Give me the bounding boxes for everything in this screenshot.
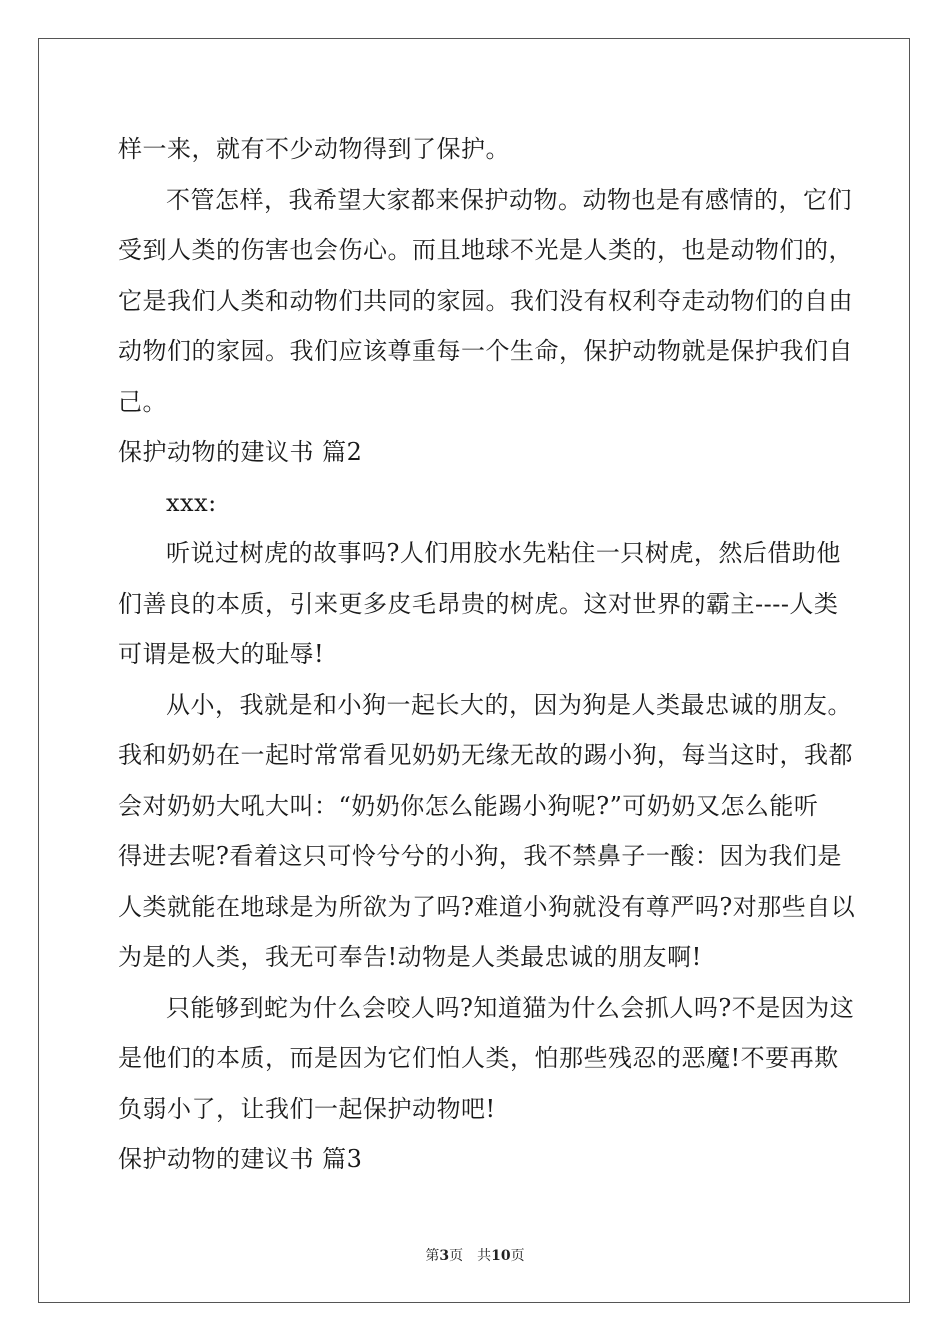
paragraph-start: 听说过树虎的故事吗?人们用胶水先粘住一只树虎，然后借助他 bbox=[166, 539, 841, 567]
page-number: 3 bbox=[439, 1248, 450, 1264]
text-line: 会对奶奶大吼大叫：“奶奶你怎么能踢小狗呢?”可奶奶又怎么能听 bbox=[118, 791, 819, 820]
text-line: 人类就能在地球是为所欲为了吗?难道小狗就没有尊严吗?对那些自以 bbox=[118, 892, 856, 921]
text-line: 我和奶奶在一起时常常看见奶奶无缘无故的踢小狗，每当这时，我都 bbox=[118, 741, 853, 769]
text-line: 受到人类的伤害也会伤心。而且地球不光是人类的，也是动物们的， bbox=[118, 236, 853, 264]
text-line: 动物们的家园。我们应该尊重每一个生命，保护动物就是保护我们自 bbox=[118, 337, 853, 365]
section-heading: 保护动物的建议书 篇3 bbox=[118, 1145, 363, 1173]
salutation: xxx: bbox=[166, 488, 217, 517]
text-line: 它是我们人类和动物们共同的家园。我们没有权利夺走动物们的自由 bbox=[118, 286, 853, 315]
section-heading: 保护动物的建议书 篇2 bbox=[118, 438, 363, 466]
text-line: 是他们的本质，而是因为它们怕人类，怕那些残忍的恶魔!不要再欺 bbox=[118, 1044, 839, 1072]
paragraph-start: 从小，我就是和小狗一起长大的，因为狗是人类最忠诚的朋友。 bbox=[166, 690, 852, 719]
paragraph-start: 不管怎样，我希望大家都来保护动物。动物也是有感情的，它们 bbox=[166, 185, 852, 214]
document-body bbox=[118, 124, 856, 1185]
text-line: 可谓是极大的耻辱! bbox=[118, 640, 325, 668]
text-line: 样一来，就有不少动物得到了保护。 bbox=[118, 135, 510, 163]
page-prefix: 第 bbox=[425, 1248, 440, 1264]
text-line: 们善良的本质，引来更多皮毛昂贵的树虎。这对世界的霸主----人类 bbox=[118, 589, 839, 618]
text-line: 为是的人类，我无可奉告!动物是人类最忠诚的朋友啊! bbox=[118, 943, 702, 971]
text-line: 己。 bbox=[118, 387, 167, 416]
total-prefix: 共 bbox=[477, 1248, 492, 1264]
total-pages: 10 bbox=[491, 1248, 511, 1264]
text-line: 得进去呢?看着这只可怜兮兮的小狗，我不禁鼻子一酸：因为我们是 bbox=[118, 842, 842, 870]
text-line: 负弱小了，让我们一起保护动物吧! bbox=[118, 1094, 496, 1123]
paragraph-start: 只能够到蛇为什么会咬人吗?知道猫为什么会抓人吗?不是因为这 bbox=[166, 993, 855, 1022]
page-suffix: 页 bbox=[449, 1248, 464, 1264]
total-suffix: 页 bbox=[510, 1248, 525, 1264]
page-footer bbox=[0, 1245, 950, 1265]
